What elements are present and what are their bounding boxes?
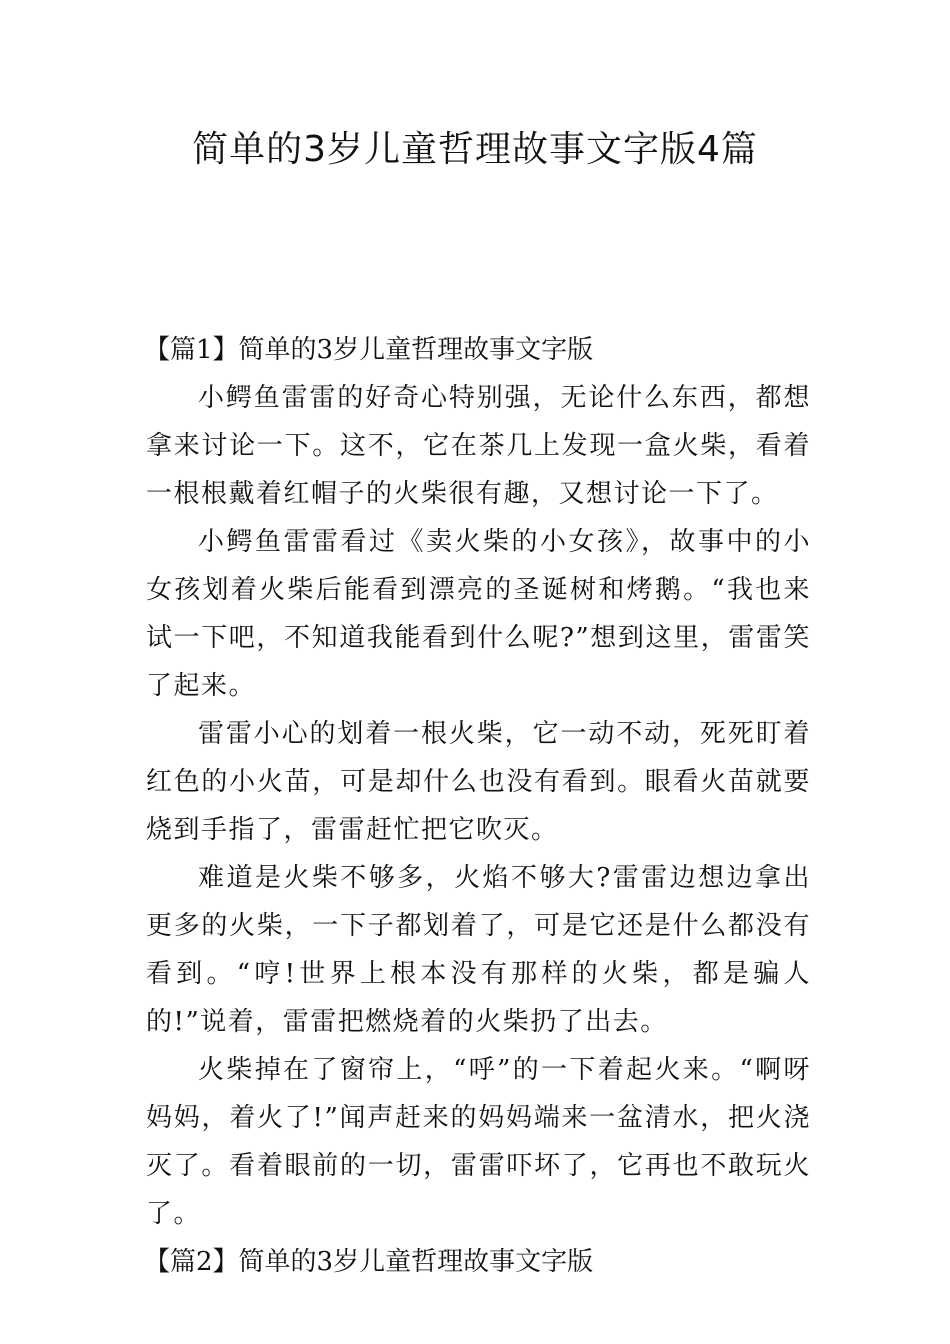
document-title: 简单的3岁儿童哲理故事文字版4篇 [192,129,758,170]
paragraph: 小鳄鱼雷雷看过《卖火柴的小女孩》，故事中的小女孩划着火柴后能看到漂亮的圣诞树和烤鹅。“我也来试一下吧，不知道我能看到什么呢?”想到这里，雷雷笑了起来。 [146,527,811,701]
section-heading-2: 【篇2】简单的3岁儿童哲理故事文字版 [144,1247,594,1277]
paragraph: 小鳄鱼雷雷的好奇心特别强，无论什么东西，都想拿来讨论一下。这不，它在茶几上发现一盒火柴，看着一根根戴着红帽子的火柴很有趣，又想讨论一下了。 [146,383,811,509]
paragraph: 雷雷小心的划着一根火柴，它一动不动，死死盯着红色的小火苗，可是却什么也没有看到。眼看火苗就要烧到手指了，雷雷赶忙把它吹灭。 [146,719,811,845]
paragraph: 难道是火柴不够多，火焰不够大?雷雷边想边拿出更多的火柴，一下子都划着了，可是它还是什么都没有看到。“哼!世界上根本没有那样的火柴，都是骗人的!”说着，雷雷把燃烧着的火柴扔了出去。 [146,863,811,1037]
paragraph: 火柴掉在了窗帘上，“呼”的一下着起火来。“啊呀妈妈，着火了!”闻声赶来的妈妈端来一盆清水，把火浇灭了。看着眼前的一切，雷雷吓坏了，它再也不敢玩火了。 [146,1055,811,1229]
document-body [146,326,811,1286]
section-heading-1: 【篇1】简单的3岁儿童哲理故事文字版 [144,335,594,365]
